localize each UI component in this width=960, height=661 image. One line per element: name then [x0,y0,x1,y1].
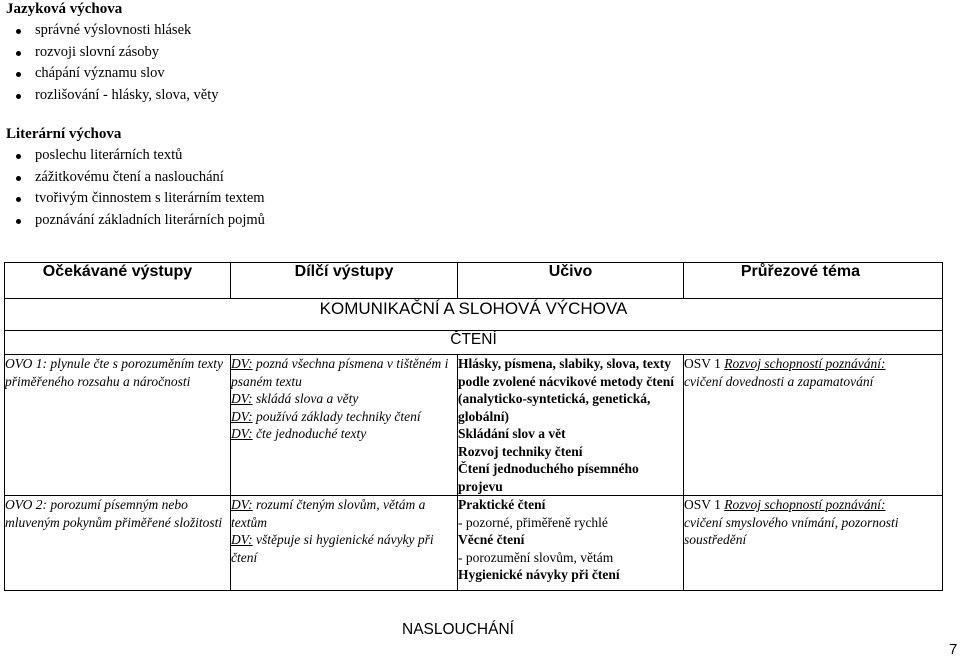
banner-komunikacni: KOMUNIKAČNÍ A SLOHOVÁ VÝCHOVA [5,299,943,331]
header-ocekavane: Očekávané výstupy [5,263,231,299]
bullet-icon [16,94,21,99]
banner-row [5,299,943,331]
bullet-list [6,145,265,231]
bullet-list [6,20,219,106]
list-item: chápání významu slov [6,63,219,85]
osv-cell: OSV 1 Rozvoj schopností poznávání: cvičení smyslového vnímání, pozornosti soustředění [684,496,943,591]
section-jazykova [6,0,219,106]
dv-cell: DV: pozná všechna písmena v tištěném i psaném textu DV: skládá slova a věty DV: používá základy techniky čtení DV: čte jednoduché texty [231,355,458,496]
naslouchani-heading: NASLOUCHÁNÍ [402,621,514,638]
list-item: rozvoji slovní zásoby [6,42,219,64]
header-prurezove: Průřezové téma [684,263,943,299]
list-item: zážitkovému čtení a naslouchání [6,167,265,189]
bullet-icon [16,72,21,77]
bullet-icon [16,219,21,224]
ovo-cell: OVO 2: porozumí písemným nebo mluveným pokynům přiměřené složitosti [5,496,231,591]
bullet-icon [16,29,21,34]
osv-cell: OSV 1 Rozvoj schopností poznávání: cvičení dovednosti a zapamatování [684,355,943,496]
list-item: tvořivým činnostem s literárním textem [6,188,265,210]
section-title: Jazyková výchova [6,1,123,17]
subbanner-cteni: ČTENÍ [5,331,943,355]
bullet-icon [16,51,21,56]
section-title: Literární výchova [6,126,122,142]
bullet-icon [16,197,21,202]
table-row [5,355,943,496]
ucivo-cell: Hlásky, písmena, slabiky, slova, texty podle zvolené nácvikové metody čtení (analyticko-syntetická, genetická, globální) Skládání slov a vět Rozvoj techniky čtení Čtení jednoduchého písemného projevu [458,355,684,496]
bullet-icon [16,176,21,181]
header-row [5,263,943,299]
list-item: poslechu literárních textů [6,145,265,167]
ucivo-cell: Praktické čtení - pozorné, přiměřeně rychlé Věcné čtení - porozumění slovům, větám Hygienické návyky při čtení [458,496,684,591]
subbanner-row [5,331,943,355]
list-item: rozlišování - hlásky, slova, věty [6,85,219,107]
table-row [5,496,943,591]
section-literarni [6,125,265,231]
curriculum-table [4,262,943,591]
header-dilci: Dílčí výstupy [231,263,458,299]
page-number: 7 [949,641,958,658]
ovo-cell: OVO 1: plynule čte s porozuměním texty přiměřeného rozsahu a náročnosti [5,355,231,496]
header-ucivo: Učivo [458,263,684,299]
dv-cell: DV: rozumí čteným slovům, větám a textům DV: vštěpuje si hygienické návyky při čtení [231,496,458,591]
bullet-icon [16,154,21,159]
list-item: poznávání základních literárních pojmů [6,210,265,232]
list-item: správné výslovnosti hlásek [6,20,219,42]
